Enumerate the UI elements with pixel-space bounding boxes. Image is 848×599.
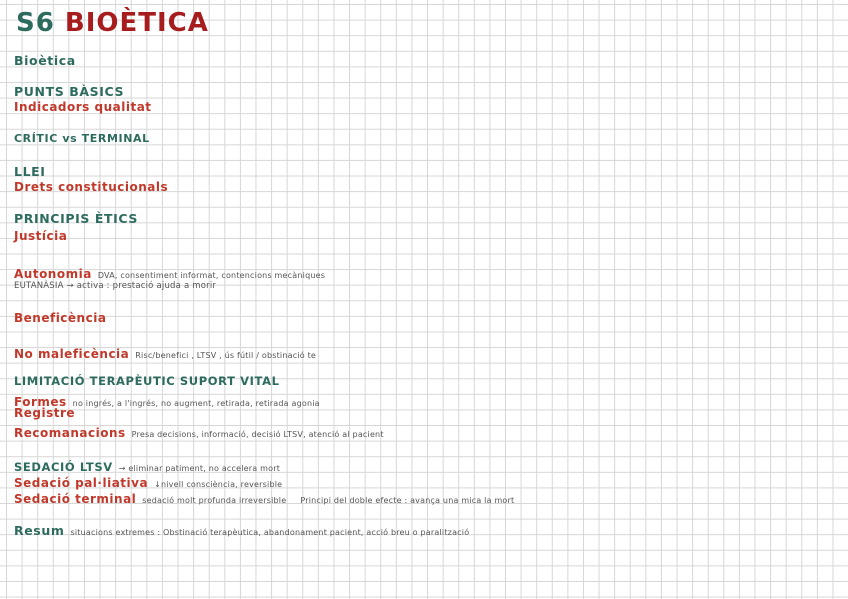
- no-maleficencia-note: Risc/benefici , LTSV , ús fútil / obstinació te: [135, 351, 317, 360]
- formes-note: no ingrés, a l'ingrés, no augment, retirada, retirada agonia: [72, 399, 320, 408]
- recomanacions-note: Presa decisions, informació, decisió LTSV, atenció al pacient: [131, 430, 384, 439]
- heading-critic-terminal: CRÍTIC vs TERMINAL: [14, 132, 150, 145]
- subheading-registre: Registre: [14, 406, 76, 420]
- sedacio-terminal-note: sedació molt profunda irreversible: [142, 496, 287, 505]
- sedacio-terminal-label: Sedació terminal: [14, 492, 137, 506]
- sedacio-ltsv-note: → eliminar patiment, no accelera mort: [118, 464, 281, 473]
- autonomia-note: DVA, consentiment informat, contencions mecàniques: [97, 271, 326, 280]
- recomanacions-label: Recomanacions: [14, 426, 126, 440]
- subheading-beneficencia: Beneficència: [14, 311, 107, 325]
- heading-limitacio: LIMITACIÓ TERAPÈUTIC SUPORT VITAL: [14, 374, 280, 388]
- no-maleficencia-line: [14, 343, 316, 362]
- session-number: S6: [16, 8, 55, 38]
- heading-punts-basics: PUNTS BÀSICS: [14, 84, 125, 99]
- subheading-indicadors: Indicadors qualitat: [14, 100, 152, 114]
- formes-label: Formes: [14, 395, 67, 409]
- subheading-justicia: Justícia: [14, 229, 68, 243]
- sedacio-palliativa-label: Sedació pal·liativa: [14, 476, 149, 490]
- resum-note: situacions extremes : Obstinació terapèutica, abandonament pacient, acció breu o paralització: [70, 528, 470, 537]
- doble-efecte-note: Principi del doble efecte : avança una mica la mort: [300, 496, 515, 505]
- title-text: BIOÈTICA: [64, 8, 209, 38]
- subheading-drets: Drets constitucionals: [14, 180, 169, 194]
- no-maleficencia-label: No maleficència: [14, 347, 130, 361]
- resum-line: [14, 520, 469, 539]
- sedacio-terminal-line: [14, 488, 514, 507]
- heading-bioetica: Bioètica: [14, 53, 76, 68]
- recomanacions-line: [14, 422, 384, 441]
- page-title: [16, 8, 209, 38]
- autonomia-line: [14, 263, 325, 282]
- resum-label: Resum: [14, 523, 65, 538]
- heading-principis-etics: PRINCIPIS ÈTICS: [14, 211, 139, 226]
- eutanasia-note: EUTANÀSIA → activa : prestació ajuda a morir: [14, 281, 217, 291]
- heading-llei: LLEI: [14, 164, 46, 179]
- sedacio-ltsv-label: SEDACIÓ LTSV: [14, 460, 113, 474]
- autonomia-label: Autonomia: [14, 267, 92, 281]
- sedacio-palliativa-note: ↓nivell consciència, reversible: [154, 480, 283, 489]
